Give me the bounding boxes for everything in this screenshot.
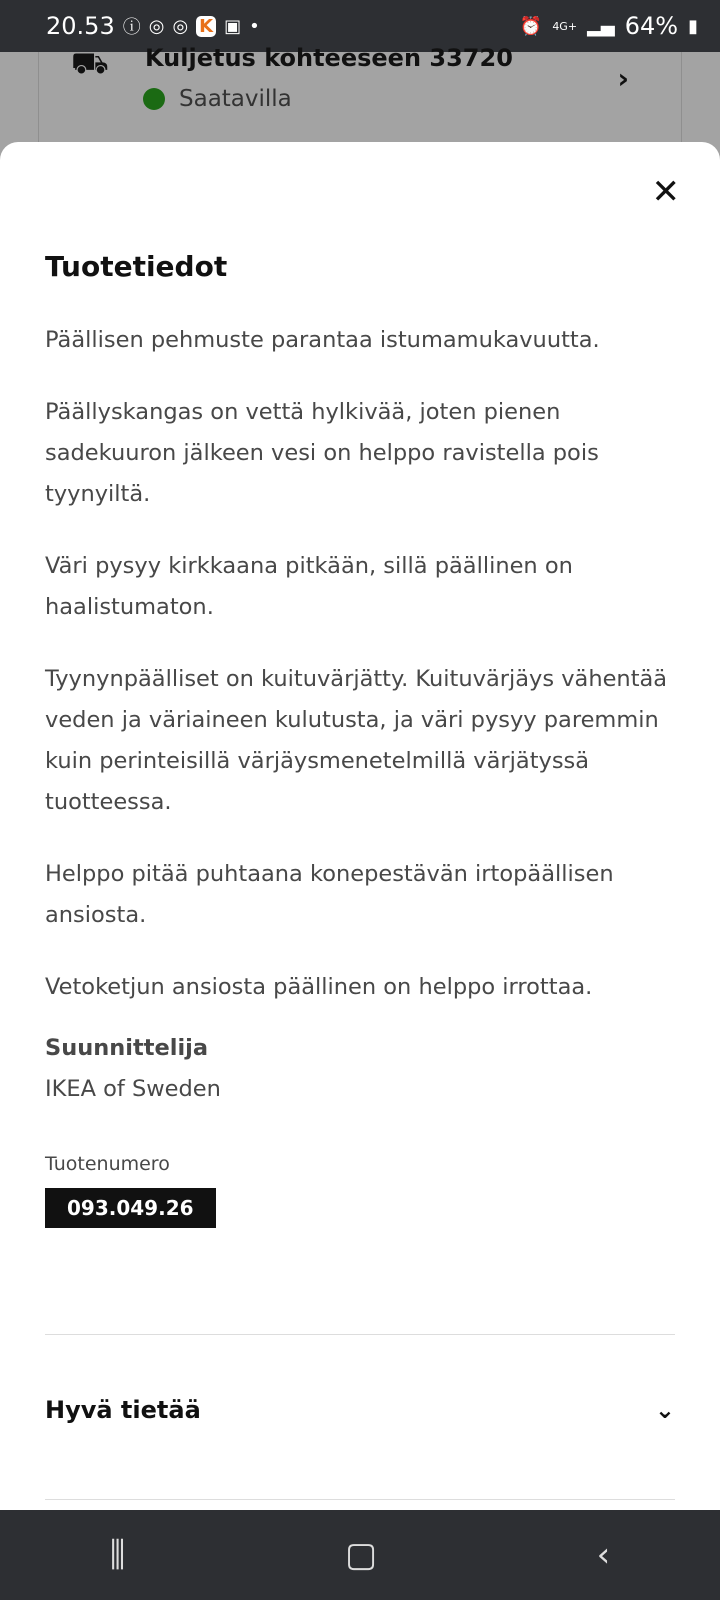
app-icon: ◎ (148, 15, 165, 37)
paragraph: Päällyskangas on vettä hylkivää, joten pienen sadekuuron jälkeen vesi on helppo ravistella pois tyynyiltä. (45, 399, 599, 507)
paragraph: Päällisen pehmuste parantaa istumamukavuutta. (45, 327, 600, 353)
navigation-bar (0, 1510, 720, 1600)
delivery-card[interactable] (38, 44, 682, 152)
divider (45, 1334, 675, 1335)
paragraph: Väri pysyy kirkkaana pitkään, sillä päällinen on haalistumaton. (45, 553, 573, 620)
availability-dot-icon (143, 88, 165, 110)
paragraph: Tyynynpäälliset on kuituvärjätty. Kuituvärjäys vähentää veden ja väriaineen kulutusta, ja väri pysyy paremmin kuin perinteisillä värjäysmenetelmillä värjätyssä tuotteessa. (45, 666, 668, 815)
chevron-down-icon: ⌄ (654, 1396, 675, 1424)
availability-text: Saatavilla (179, 86, 292, 112)
close-icon[interactable]: ✕ (651, 172, 680, 212)
back-icon[interactable]: ‹ (596, 1535, 611, 1575)
designer-label: Suunnittelija (45, 1035, 209, 1061)
product-number-badge: 093.049.26 (45, 1188, 216, 1228)
signal-icon: ▂▄ (587, 15, 615, 37)
accordion-good-to-know[interactable] (45, 1396, 675, 1424)
product-info-sheet (0, 142, 720, 1510)
designer-value: IKEA of Sweden (45, 1076, 221, 1102)
battery-icon: ▮ (688, 15, 698, 37)
paragraph: Vetoketjun ansiosta päällinen on helppo irrottaa. (45, 974, 593, 1000)
info-icon: ⓘ (122, 17, 141, 38)
paragraph: Helppo pitää puhtaana konepestävän irtopäällisen ansiosta. (45, 861, 614, 928)
image-icon: ▣ (224, 15, 242, 37)
truck-icon: ⛟ (71, 46, 109, 81)
battery-level: 64% (624, 12, 679, 40)
accordion-label: Hyvä tietää (45, 1396, 201, 1424)
chevron-right-icon: › (617, 62, 629, 95)
home-icon[interactable]: ▢ (344, 1535, 378, 1575)
alarm-icon: ⏰ (519, 15, 543, 37)
k-app-icon: K (196, 16, 216, 37)
product-number-label: Tuotenumero (45, 1153, 170, 1175)
app-icon: ◎ (172, 15, 189, 37)
network-type: 4G+ (552, 19, 578, 33)
divider (45, 1499, 675, 1500)
clock: 20.53 (46, 12, 115, 40)
sheet-title: Tuotetiedot (45, 250, 228, 283)
delivery-title: Kuljetus kohteeseen 33720 (145, 44, 513, 72)
dot-icon: • (249, 15, 260, 37)
recents-icon[interactable]: ⫼ (109, 1535, 126, 1575)
